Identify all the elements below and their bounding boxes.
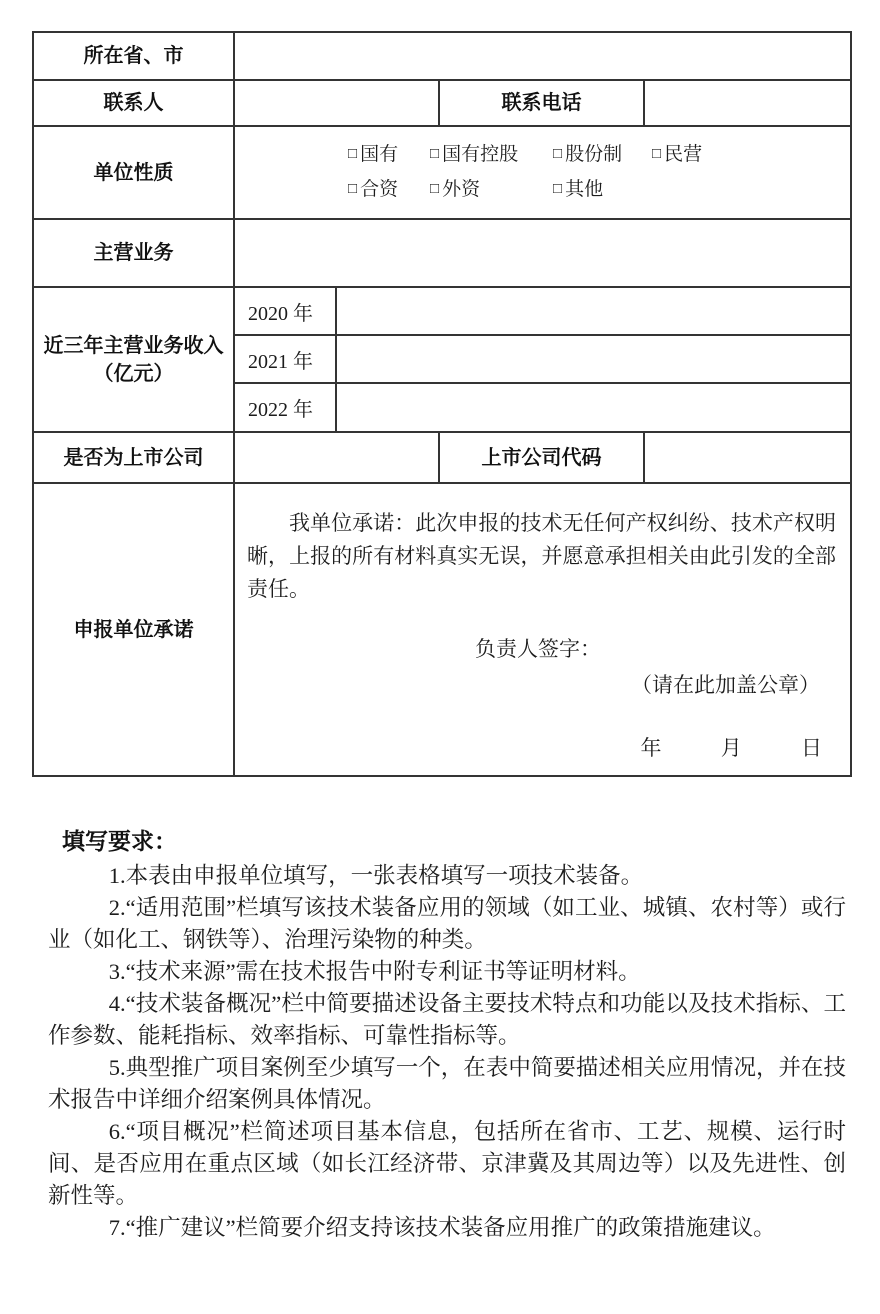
checkbox-label: 国有控股 [442,144,519,165]
checkbox-label: 外资 [442,179,481,200]
commitment-content [235,485,850,774]
checkbox-label: 其他 [565,179,604,200]
nature-options-line2 [348,175,840,205]
checkbox-option-foreign[interactable] [430,175,553,205]
revenue-2021-input-cell[interactable] [336,335,851,383]
seal-note: （请在此加盖公章） [631,673,820,697]
row-main-business [33,219,851,287]
checkbox-icon: □ [553,181,563,197]
checkbox-icon: □ [348,146,358,162]
checkbox-icon: □ [652,146,662,162]
date-year-label: 年 [640,736,662,760]
contact-person-input-cell[interactable] [234,80,439,126]
requirement-item-4: 4.“技术装备概况”栏中简要描述设备主要技术特点和功能以及技术指标、工作参数、能耗指标、效率指标、可靠性指标等。 [48,991,846,1048]
main-business-label: 主营业务 [33,219,234,287]
year-2021-label: 2021 年 [234,335,336,383]
date-line [247,732,836,764]
company-code-label: 上市公司代码 [439,432,644,483]
commitment-content-cell [234,483,851,776]
province-label: 所在省、市 [33,32,234,80]
row-commitment [33,483,851,776]
unit-nature-options-cell [234,126,851,219]
contact-phone-input-cell[interactable] [644,80,851,126]
row-province [33,32,851,80]
checkbox-icon: □ [348,181,358,197]
checkbox-option-joint-stock[interactable] [553,140,652,170]
filling-requirements-section [48,824,846,1244]
application-form-table [32,31,852,777]
checkbox-option-state-holding[interactable] [430,140,553,170]
signature-label: 负责人签字： [475,637,601,661]
revenue-2022-input-cell[interactable] [336,383,851,432]
requirement-item-2: 2.“适用范围”栏填写该技术装备应用的领域（如工业、城镇、农村等）或行业（如化工、钢铁等）、治理污染物的种类。 [48,895,846,952]
date-day-label: 日 [801,736,822,760]
company-code-input-cell[interactable] [644,432,851,483]
checkbox-label: 国有 [360,144,399,165]
revenue-label: 近三年主营业务收入（亿元） [33,287,234,432]
checkbox-option-other[interactable] [553,175,603,205]
province-input-cell[interactable] [234,32,851,80]
year-2020-label: 2020 年 [234,287,336,335]
date-month-label: 月 [720,736,742,760]
requirement-item-7: 7.“推广建议”栏简要介绍支持该技术装备应用推广的政策措施建议。 [108,1215,776,1240]
commitment-statement: 我单位承诺：此次申报的技术无任何产权纠纷、技术产权明晰，上报的所有材料真实无误，并愿意承担相关由此引发的全部责任。 [247,511,836,601]
row-listed-company [33,432,851,483]
listed-company-input-cell[interactable] [234,432,439,483]
year-2022-label: 2022 年 [234,383,336,432]
checkbox-icon: □ [430,146,440,162]
listed-company-label: 是否为上市公司 [33,432,234,483]
requirement-item-3: 3.“技术来源”需在技术报告中附专利证书等证明材料。 [108,959,641,984]
commitment-label: 申报单位承诺 [33,483,234,776]
unit-nature-label: 单位性质 [33,126,234,219]
checkbox-icon: □ [430,181,440,197]
requirement-item-6: 6.“项目概况”栏简述项目基本信息，包括所在省市、工艺、规模、运行时间、是否应用在重点区域（如长江经济带、京津冀及其周边等）以及先进性、创新性等。 [48,1119,846,1208]
requirement-item-5: 5.典型推广项目案例至少填写一个，在表中简要描述相关应用情况，并在技术报告中详细介绍案例具体情况。 [48,1055,846,1112]
requirement-item-1: 1.本表由申报单位填写，一张表格填写一项技术装备。 [108,863,644,888]
checkbox-label: 合资 [360,179,399,200]
row-contact [33,80,851,126]
checkbox-option-joint-venture[interactable] [348,175,430,205]
filling-requirements-title: 填写要求： [62,828,177,854]
contact-phone-label: 联系电话 [439,80,644,126]
row-revenue-2020 [33,287,851,335]
checkbox-option-state-owned[interactable] [348,140,430,170]
checkbox-option-private[interactable] [652,140,702,170]
nature-options-line1 [348,140,840,170]
checkbox-icon: □ [553,146,563,162]
main-business-input-cell[interactable] [234,219,851,287]
checkbox-label: 股份制 [565,144,623,165]
revenue-2020-input-cell[interactable] [336,287,851,335]
checkbox-label: 民营 [664,144,703,165]
contact-person-label: 联系人 [33,80,234,126]
row-unit-nature [33,126,851,219]
